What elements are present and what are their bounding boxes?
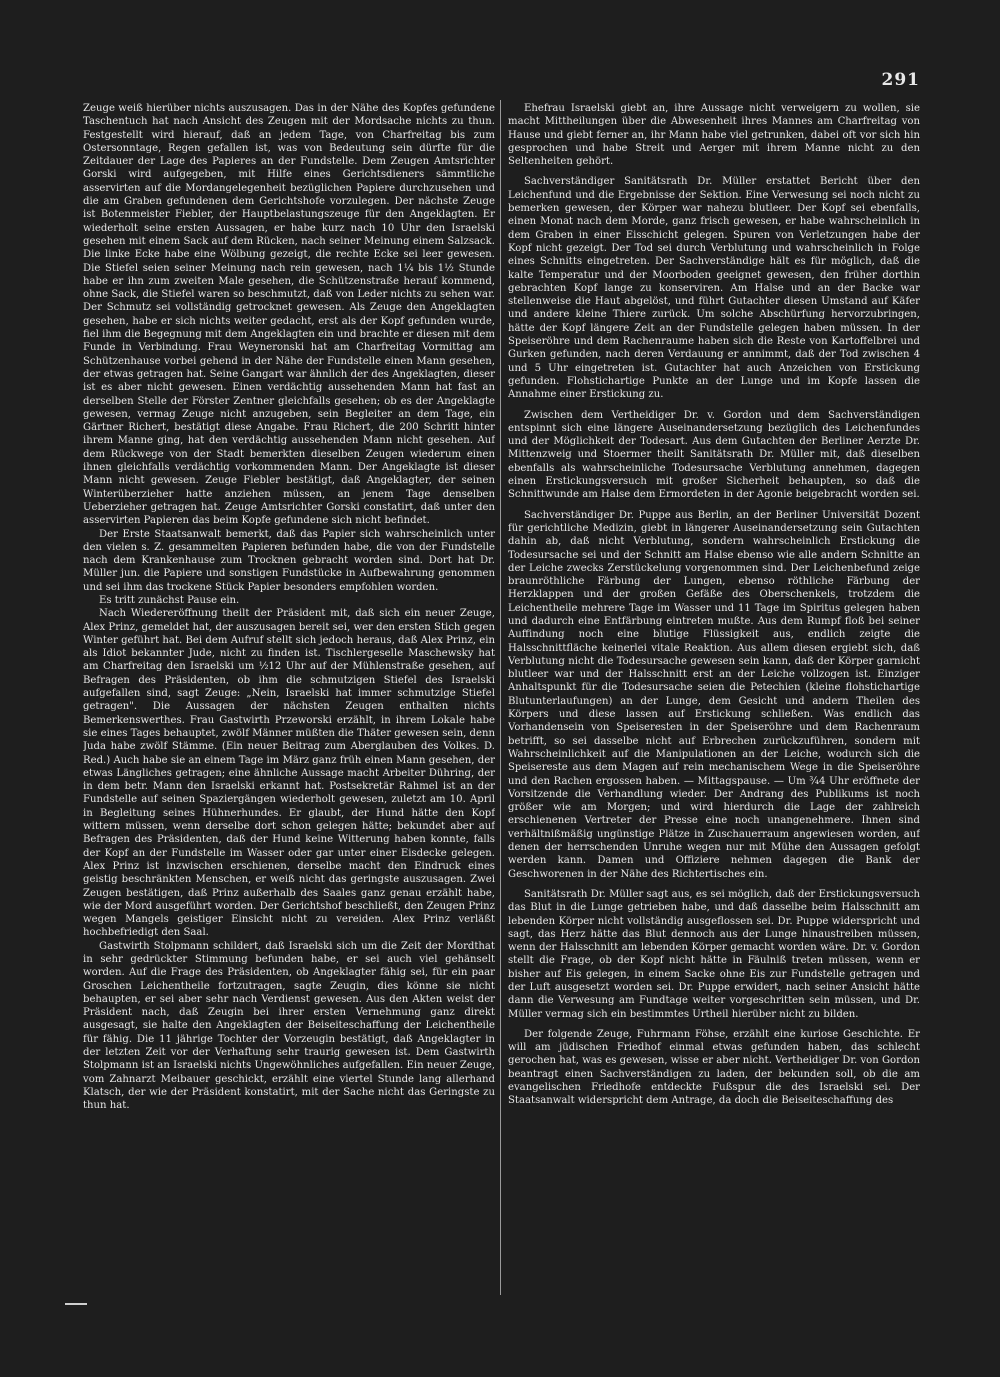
right-paragraph: Sanitätsrath Dr. Müller sagt aus, es sei möglich, daß der Erstickungsversuch das Blut in die Lunge getrieben habe, und daß dasselbe beim Halsschnitt am lebenden Körper nicht vollständig ausgeflossen sei. Dr. Puppe widerspricht und sagt, das Herz hätte das Blut dennoch aus der Lunge hinaustreiben müssen, wenn der Halsschnitt am lebenden Körper gemacht worden wäre. Dr. v. Gordon stellt die Frage, ob der Kopf nicht hätte in Fäulniß treten müssen, wenn er bisher auf Eis gelegen, in einem Sacke ohne Eis zur Fundstelle getragen und der Luft ausgesetzt worden sei. Dr. Puppe erwidert, nach seiner Ansicht hätte dann die Verwesung am Fundtage weiter vorgeschritten sein müssen, und Dr. Müller vermag sich ein bestimmtes Urtheil hierüber nicht zu bilden. [508,888,920,1020]
right-paragraph: Sachverständiger Dr. Puppe aus Berlin, an der Berliner Universität Dozent für gerichtliche Medizin, giebt in längerer Auseinandersetzung sein Gutachten dahin ab, daß nicht Verblutung, sondern wahrscheinlich Erstickung die Todesursache sei und der Schnitt am Halse ebenso wie alle andern Schnitte an der Leiche zwecks Zerstückelung vorgenommen sind. Der Leichenbefund zeige braunröthliche Färbung der Lungen, ebenso röthliche Färbung der Herzklappen und der großen Gefäße des Oberschenkels, trotzdem die Leichentheile mehrere Tage im Wasser und 11 Tage im Spiritus gelegen haben und dadurch eine Entfärbung eintreten mußte. Aus dem Rumpf floß bei seiner Auffindung noch eine blutige Flüssigkeit aus, endlich zeigte die Halsschnittfläche keinerlei vitale Reaktion. Aus allem diesen ergiebt sich, daß Verblutung nicht die Todesursache gewesen sein kann, daß der Körper garnicht blutleer war und der Halsschnitt erst an der Leiche vollzogen ist. Einziger Anhaltspunkt für die Todesursache seien die Petechien (kleine flohstichartige Blutunterlaufungen) an der Lunge, dem Gesicht und andern Theilen des Körpers und diese lassen auf Erstickung schließen. Was endlich das Vorhandensein von Speiseresten in der Speiseröhre und dem Rachenraum betrifft, so sei dasselbe nicht auf Erbrechen zurückzuführen, sondern mit Wahrscheinlichkeit auf die Manipulationen an der Leiche, wodurch sich die Speisereste aus dem Magen auf rein mechanischem Wege in die Speiseröhre und den Rachen ergossen haben. — Mittagspause. — Um ¾4 Uhr eröffnete der Vorsitzende die Verhandlung wieder. Der Andrang des Publikums ist noch größer wie am Morgen; und wird hierdurch die Lage der zahlreich erschienenen Vertreter der Presse eine noch unangenehmere. Ihnen sind verhältnißmäßig ungünstige Plätze in Zuschauerraum angewiesen worden, auf denen der herrschenden Unruhe wegen nur mit Mühe den Aussagen gefolgt werden kann. Damen und Offiziere nehmen dagegen die Bank der Geschworenen in der Nähe des Richtertisches ein. [508,509,920,880]
right-paragraph: Der folgende Zeuge, Fuhrmann Föhse, erzählt eine kuriose Geschichte. Er will am jüdischen Friedhof einmal etwas gefunden haben, das schlecht gerochen hat, was es gewesen, wisse er aber nicht. Vertheidiger Dr. von Gordon beantragt einen Sachverständigen zu laden, der bekunden soll, ob die am evangelischen Friedhofe entdeckte Fußspur die des Israelski sei. Der Staatsanwalt widerspricht dem Antrage, da doch die Beiseiteschaffung des [508,1028,920,1107]
right-paragraph: Sachverständiger Sanitätsrath Dr. Müller erstattet Bericht über den Leichenfund und die Ergebnisse der Sektion. Eine Verwesung sei noch nicht zu bemerken gewesen, der Körper war nahezu blutleer. Der Kopf sei ebenfalls, einen Monat nach dem Morde, ganz frisch gewesen, er habe wahrscheinlich in dem Graben in einer Eisschicht gelegen. Spuren von Verletzungen habe der Kopf nicht gezeigt. Der Tod sei durch Verblutung und wahrscheinlich in Folge eines Schnitts eingetreten. Der Sachverständige hält es für möglich, daß die kalte Temperatur und der Moorboden geeignet gewesen, den früher dorthin gebrachten Kopf lange zu konserviren. Am Halse und an der Backe war stellenweise die Haut abgelöst, und führt Gutachter diesen Umstand auf Käfer und andere kleine Thiere zurück. Um solche Abschürfung hervorzubringen, hätte der Kopf längere Zeit an der Fundstelle gelegen haben müssen. In der Speiseröhre und dem Rachenraume haben sich die Reste von Kartoffelbrei und Gurken gefunden, nach deren Verdauung er annimmt, daß der Tod zwischen 4 und 5 Uhr eingetreten ist. Gutachter hat auch Anzeichen von Erstickung gefunden. Flohstichartige Punkte an der Lunge und im Kopfe lassen die Annahme einer Erstickung zu. [508,176,920,401]
left-paragraph: Es tritt zunächst Pause ein. [99,594,240,606]
right-paragraph: Zwischen dem Vertheidiger Dr. v. Gordon und dem Sachverständigen entspinnt sich eine längere Auseinandersetzung bezüglich des Leichenfundes und der Möglichkeit der Todesart. Aus dem Gutachten der Berliner Aerzte Dr. Mittenzweig und Stoermer theilt Sanitätsrath Dr. Müller mit, daß dieselben ebenfalls als wahrscheinliche Todesursache Verblutung annehmen, dagegen einen Erstickungsversuch mit großer Sicherheit behaupten, so daß die Schnittwunde am Halse dem Ermordeten in der Agonie beigebracht worden sei. [508,409,920,501]
right-column [508,102,920,1302]
left-paragraph: Zeuge weiß hierüber nichts auszusagen. Das in der Nähe des Kopfes gefundene Taschentuch hat nach Ansicht des Zeugen mit der Mordsache nichts zu thun. Festgestellt wird hierauf, daß an jedem Tage, von Charfreitag bis zum Ostersonntage, Regen gefallen ist, was von Bedeutung sein dürfte für die Zeitdauer der Lage des Papieres an der Fundstelle. Dem Zeugen Amtsrichter Gorski wird aufgegeben, mit Hilfe eines Gerichtsdieners sämmtliche asservirten auf die Mordangelegenheit bezüglichen Papiere durchzusehen und die am Graben gefundenen dem Gerichtshofe vorzulegen. Der nächste Zeuge ist Botenmeister Fiebler, der Hauptbelastungszeuge für den Angeklagten. Er wiederholt seine ersten Aussagen, er habe kurz nach 10 Uhr den Israelski gesehen mit einem Sack auf dem Rücken, nach seiner Meinung einem Salzsack. Die linke Ecke habe eine Wölbung gezeigt, die rechte Ecke sei leer gewesen. Die Stiefel seien seiner Meinung nach rein gewesen, nach 1¼ bis 1½ Stunde habe er ihn zum zweiten Male gesehen, die Schützenstraße herauf kommend, ohne Sack, die Stiefel waren so beschmutzt, daß von Leder nichts zu sehen war. Der Schmutz sei vollständig getrocknet gewesen. Als Zeuge den Angeklagten gesehen, habe er sich nichts weiter gedacht, erst als der Kopf gefunden wurde, fiel ihm die Begegnung mit dem Angeklagten ein und brachte er diesen mit dem Funde in Verbindung. Frau Weyneronski hat am Charfreitag Vormittag am Schützenhause vorbei gehend in der Nähe der Fundstelle einen Mann gesehen, der etwas getragen hat. Seine Gangart war ähnlich der des Angeklagten, dieser ist es aber nicht gewesen. Einen verdächtig aussehenden Mann hat fast an derselben Stelle der Förster Zentner gleichfalls gesehen; ob es der Angeklagte gewesen, vermag Zeuge nicht anzugeben, sein Begleiter an dem Tage, ein Gärtner Richert, bestätigt diese Angabe. Frau Richert, die 200 Schritt hinter ihrem Manne ging, hat den verdächtig aussehenden Mann nicht gesehen. Auf dem Rückwege von der Stadt bemerkten dieselben Zeugen wiederum einen ihnen gleichfalls verdächtig vorkommenden Mann. Der Angeklagte ist dieser Mann nicht gewesen. Zeuge Fiebler bestätigt, daß Angeklagter, der seinen Winterüberzieher hatte anziehen müssen, an jenem Tage denselben Ueberzieher getragen hat. Zeuge Amtsrichter Gorski constatirt, daß unter den asservirten Papieren das beim Kopfe gefundene sich nicht befindet. [83,103,495,527]
left-paragraph: Der Erste Staatsanwalt bemerkt, daß das Papier sich wahrscheinlich unter den vielen s. Z. gesammelten Papieren befunden habe, die von der Fundstelle nach dem Krankenhause zum Trocknen gebracht worden sind. Dort hat Dr. Müller jun. die Papiere und sonstigen Fundstücke in Aufbewahrung genommen und sei ihm das trockene Stück Papier besonders empfohlen worden. [83,528,495,593]
column-divider [500,100,501,1295]
left-column [83,102,495,1302]
right-paragraph: Ehefrau Israelski giebt an, ihre Aussage nicht verweigern zu wollen, sie macht Mittheilungen über die Abwesenheit ihres Mannes am Charfreitag von Hause und giebt ferner an, ihr Mann habe viel getrunken, dabei oft vor sich hin gesprochen und habe Streit und Aerger mit ihrem Manne nicht zu den Seltenheiten gehört. [508,103,920,168]
page-number: 291 [881,70,920,90]
left-paragraph: Gastwirth Stolpmann schildert, daß Israelski sich um die Zeit der Mordthat in sehr gedrückter Stimmung befunden habe, er sei auch viel gehänselt worden. Auf die Frage des Präsidenten, ob Angeklagter fähig sei, für ein paar Groschen Leichentheile fortzutragen, sagte Zeugin, dies könne sie nicht behaupten, er sei aber sehr nach Verdienst gewesen. Aus den Akten weist der Präsident nach, daß Zeugin bei ihrer ersten Vernehmung ganz direkt ausgesagt, sie halte den Angeklagten der Beiseiteschaffung der Leichentheile für fähig. Die 11 jährige Tochter der Vorzeugin bestätigt, daß Angeklagter in der letzten Zeit vor der Verhaftung sehr traurig gewesen ist. Dem Gastwirth Stolpmann ist an Israelski nichts Ungewöhnliches aufgefallen. Ein neuer Zeuge, vom Zahnarzt Meibauer geschickt, erzählt eine viertel Stunde lang allerhand Klatsch, der wie der Präsident konstatirt, mit der Sache nicht das Geringste zu thun hat. [83,940,495,1112]
footer-rule [65,1303,87,1305]
left-paragraph: Nach Wiedereröffnung theilt der Präsident mit, daß sich ein neuer Zeuge, Alex Prinz, gemeldet hat, der auszusagen bereit sei, wer den ersten Stich gegen Winter geführt hat. Bei dem Aufruf stellt sich jedoch heraus, daß Alex Prinz, ein als Idiot bekannter Jude, nicht zu finden ist. Tischlergeselle Maschewsky hat am Charfreitag den Israelski um ½12 Uhr auf der Mühlenstraße gesehen, auf Befragen des Präsidenten, ob ihm die schmutzigen Stiefel des Israelski aufgefallen sind, sagt Zeuge: „Nein, Israelski hat immer schmutzige Stiefel getragen". Die Aussagen der nächsten Zeugen enthalten nichts Bemerkenswerthes. Frau Gastwirth Przeworski erzählt, in ihrem Lokale habe sie eines Tages behauptet, zwölf Männer müßten die Thäter gewesen sein, denn Juda habe zwölf Stämme. (Ein neuer Beitrag zum Aberglauben des Volkes. D. Red.) Auch habe sie an einem Tage im März ganz früh einen Mann gesehen, der etwas Längliches getragen; eine ähnliche Aussage macht Arbeiter Dühring, der in dem betr. Mann den Israelski erkannt hat. Postsekretär Rahmel ist an der Fundstelle auf seinen Spaziergängen wiederholt gewesen, zuletzt am 10. April in Begleitung seines Hühnerhundes. Er glaubt, der Hund hätte den Kopf wittern müssen, wenn derselbe dort schon gelegen hätte; bekundet aber auf Befragen des Präsidenten, daß der Hund keine Witterung haben konnte, falls der Kopf an der Fundstelle im Wasser oder gar unter einer Eisdecke gelegen. Alex Prinz ist inzwischen erschienen, derselbe macht den Eindruck eines geistig beschränkten Menschen, er weiß nicht das geringste auszusagen. Zwei Zeugen bestätigen, daß Prinz außerhalb des Saales ganz genau erzählt habe, wie der Mord ausgeführt worden. Der Gerichtshof beschließt, den Zeugen Prinz wegen Mangels geistiger Einsicht nicht zu vereiden. Alex Prinz verläßt hochbefriedigt den Saal. [83,608,495,939]
